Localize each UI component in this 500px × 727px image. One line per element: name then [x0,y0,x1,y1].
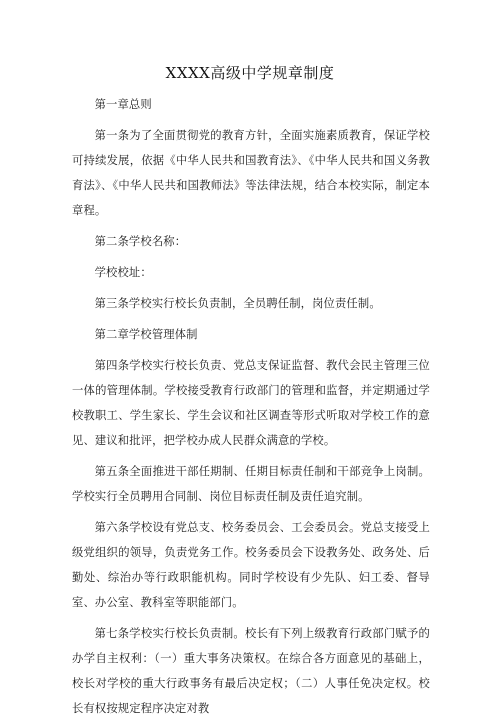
article-line: 第二条学校名称： [94,235,187,248]
paragraph: 第五条全面推进干部任期制、任期目标责任制和干部竞争上岗制。学校实行全员聘用合同制、岗位目标责任制及责任追究制。 [72,465,430,503]
article-line: 学校校址： [94,266,152,279]
chapter-heading: 第二章学校管理体制 [94,328,198,341]
paragraph: 第六条学校设有党总支、校务委员会、工会委员会。党总支接受上级党组织的领导，负责党务工作。校务委员会下设教务处、政务处、后勤处、综治办等行政职能机构。同时学校设有少先队、妇工委、督导室、办公室、教科室等职能部门。 [72,521,430,609]
paragraph: 第四条学校实行校长负责、党总支保证监督、教代会民主管理三位一体的管理体制。学校接受教育行政部门的管理和监督，并定期通过学校教职工、学生家长、学生会议和社区调查等形式听取对学校工作的意见、建议和批评，把学校办成人民群众满意的学校。 [72,359,430,447]
article-line: 第三条学校实行校长负责制，全员聘任制，岗位责任制。 [94,297,381,310]
document-body [72,92,430,727]
document-title: XXXX高级中学规章制度 [165,64,335,82]
paragraph: 第七条学校实行校长负责制。校长有下列上级教育行政部门赋予的办学自主权利：（一）重大事务决策权。在综合各方面意见的基础上，校长对学校的重大行政事务有最后决定权；（二）人事任免决定权。校长有权按规定程序决定对教 [72,627,430,715]
paragraph: 第一条为了全面贯彻党的教育方针，全面实施素质教育，保证学校可持续发展，依据《中华人民共和国教育法》、《中华人民共和国义务教育法》、《中华人民共和国教师法》等法律法规，结合本校实际，制定本章程。 [72,129,430,217]
chapter-heading: 第一章总则 [94,98,152,111]
